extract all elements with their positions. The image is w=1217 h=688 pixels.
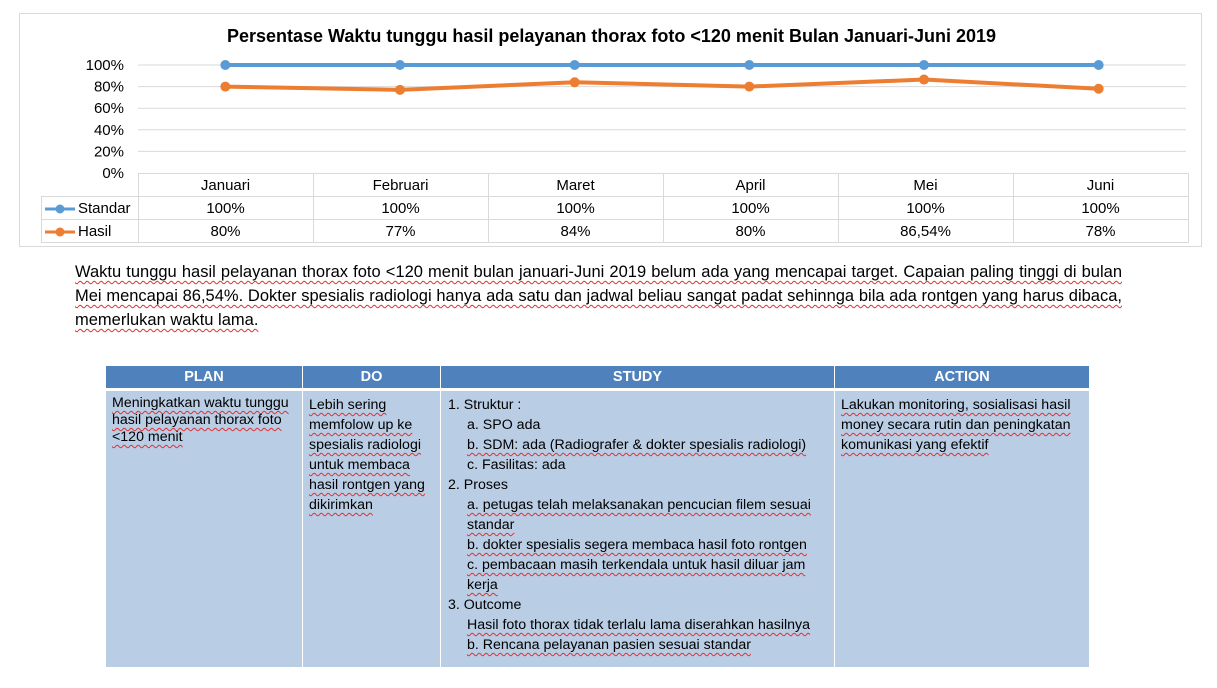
data-label-standar: 100% (1013, 197, 1188, 220)
data-point-hasil (744, 82, 754, 92)
data-point-standar (744, 60, 754, 70)
data-point-standar (1094, 60, 1104, 70)
data-point-hasil (570, 77, 580, 87)
study-structure: 1. Struktur : (448, 397, 522, 413)
legend-marker-standar (42, 203, 78, 215)
study-item: b. Rencana pelayanan pasien sesuai standar (467, 637, 751, 653)
data-label-standar: 100% (138, 197, 313, 220)
pdsa-header-do: DO (303, 366, 441, 391)
category-label: April (663, 174, 838, 197)
data-label-hasil: 84% (488, 220, 663, 243)
pdsa-body-row (106, 391, 1089, 667)
category-label: Mei (838, 174, 1013, 197)
data-label-hasil: 80% (663, 220, 838, 243)
category-label: Februari (313, 174, 488, 197)
data-point-hasil (220, 82, 230, 92)
series-line-hasil (225, 80, 1098, 90)
chart-container (19, 13, 1202, 247)
y-tick-label: 40% (93, 121, 124, 139)
summary-paragraph: Waktu tunggu hasil pelayanan thorax foto <120 menit bulan januari-Juni 2019 belum ada yang mencapai target. Capaian paling tinggi di bulan Mei mencapai 86,54%. Dokter spesialis radiologi hanya ada satu dan jadwal beliau sangat padat sehinnga bila ada rontgen yang harus dibaca, memerlukan waktu lama. (75, 263, 1122, 329)
legend-label-standar: Standar (78, 199, 131, 217)
pdsa-table (106, 366, 1089, 667)
category-label: Maret (488, 174, 663, 197)
data-point-standar (919, 60, 929, 70)
data-table-row-hasil (42, 220, 1189, 243)
pdsa-header-study: STUDY (441, 366, 835, 391)
study-item: b. SDM: ada (Radiografer & dokter spesialis radiologi) (467, 437, 807, 453)
data-label-standar: 100% (313, 197, 488, 220)
legend-marker-hasil (42, 226, 78, 238)
study-item: a. petugas telah melaksanakan pencucian filem sesuai standar (467, 497, 811, 533)
data-table-header-row (42, 174, 1189, 197)
data-point-hasil (395, 85, 405, 95)
category-label: Juni (1013, 174, 1188, 197)
study-item: a. SPO ada (467, 417, 541, 433)
y-tick-label: 100% (85, 57, 124, 74)
y-tick-label: 80% (93, 78, 124, 96)
data-label-hasil: 78% (1013, 220, 1188, 243)
data-point-standar (570, 60, 580, 70)
study-process: 2. Proses (448, 477, 508, 493)
data-point-hasil (919, 75, 929, 85)
pdsa-header-plan: PLAN (106, 366, 303, 391)
pdsa-do-cell (303, 391, 441, 667)
pdsa-plan-cell (106, 391, 303, 667)
y-tick-label: 0% (102, 165, 124, 182)
data-label-hasil: 86,54% (838, 220, 1013, 243)
legend-standar (42, 197, 139, 220)
chart-title: Persentase Waktu tunggu hasil pelayanan thorax foto <120 menit Bulan Januari-Juni 2019 (226, 26, 997, 46)
legend-label-hasil: Hasil (78, 222, 112, 240)
study-item: c. pembacaan masih terkendala untuk hasil diluar jam kerja (467, 557, 806, 593)
study-outcome: 3. Outcome (448, 597, 522, 613)
category-label: Januari (138, 174, 313, 197)
pdsa-study-cell (441, 391, 835, 667)
data-table-row-standar (42, 197, 1189, 220)
do-text: Lebih sering memfolow up ke spesialis radiologi untuk membaca hasil rontgen yang dikirimkan (309, 397, 425, 513)
study-item: Hasil foto thorax tidak terlalu lama diserahkan hasilnya (467, 617, 811, 633)
data-point-standar (395, 60, 405, 70)
action-text: Lakukan monitoring, sosialisasi hasil money secara rutin dan peningkatan komunikasi yang efektif (841, 397, 1071, 453)
data-label-hasil: 77% (313, 220, 488, 243)
data-label-standar: 100% (838, 197, 1013, 220)
y-tick-label: 20% (93, 143, 124, 161)
data-table (41, 173, 1189, 243)
data-label-standar: 100% (663, 197, 838, 220)
data-point-standar (220, 60, 230, 70)
y-tick-label: 60% (93, 100, 124, 118)
data-table-corner (42, 174, 139, 197)
data-point-hasil (1094, 84, 1104, 94)
plan-text: Meningkatkan waktu tunggu hasil pelayanan thorax foto <120 menit (112, 395, 289, 445)
legend-hasil (42, 220, 139, 243)
study-item: c. Fasilitas: ada (467, 457, 566, 473)
study-item: b. dokter spesialis segera membaca hasil foto rontgen (467, 537, 807, 553)
pdsa-action-cell (835, 391, 1089, 667)
data-label-standar: 100% (488, 197, 663, 220)
data-label-hasil: 80% (138, 220, 313, 243)
pdsa-header-row (106, 366, 1089, 391)
pdsa-header-action: ACTION (835, 366, 1089, 391)
